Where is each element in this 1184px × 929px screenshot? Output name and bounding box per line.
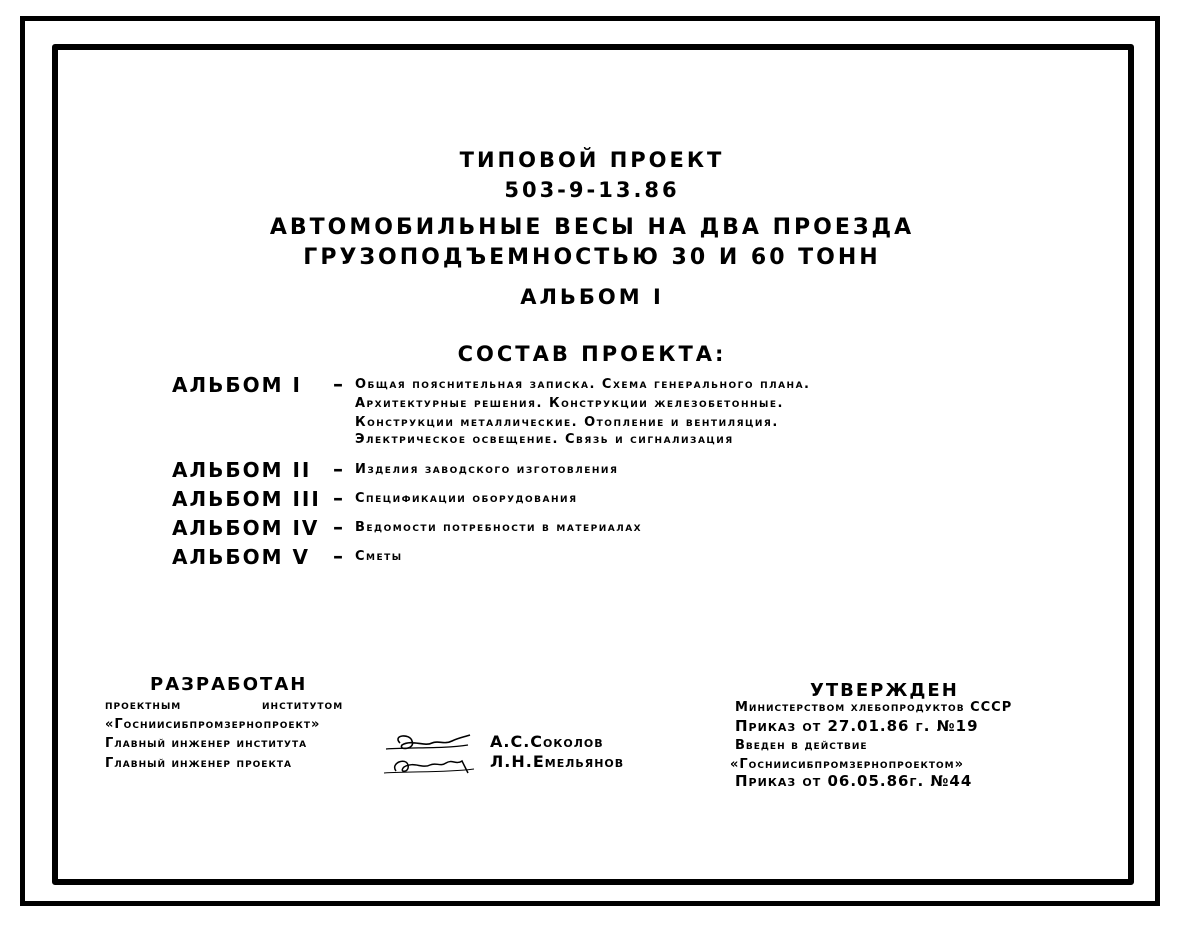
album-dash: – bbox=[333, 372, 343, 396]
album-title: АЛЬБОМ I bbox=[520, 285, 664, 309]
chief-engineer-project-name: Л.Н.Емельянов bbox=[490, 752, 625, 771]
album-dash: – bbox=[333, 515, 343, 539]
album-description: Спецификации оборудования bbox=[355, 491, 578, 506]
composition-heading: СОСТАВ ПРОЕКТА: bbox=[457, 342, 727, 366]
album-dash: – bbox=[333, 544, 343, 568]
album-label: АЛЬБОМ IV bbox=[172, 516, 320, 540]
album-description: Конструкции металлические. Отопление и вентиляция. bbox=[355, 415, 779, 430]
signatures bbox=[382, 727, 482, 779]
project-name-line1: АВТОМОБИЛЬНЫЕ ВЕСЫ НА ДВА ПРОЕЗДА bbox=[269, 215, 915, 240]
chief-engineer-project-role: Главный инженер проекта bbox=[105, 756, 292, 771]
album-description: Сметы bbox=[355, 549, 403, 564]
effective-order: Приказ от 06.05.86г. №44 bbox=[735, 772, 973, 790]
album-description: Электрическое освещение. Связь и сигнализация bbox=[355, 432, 734, 447]
album-description: Изделия заводского изготовления bbox=[355, 462, 619, 477]
album-label: АЛЬБОМ II bbox=[172, 458, 312, 482]
album-label: АЛЬБОМ I bbox=[172, 373, 302, 397]
album-label: АЛЬБОМ V bbox=[172, 545, 310, 569]
album-dash: – bbox=[333, 486, 343, 510]
effective-institute: «Госниисибпромзернопроектом» bbox=[730, 757, 965, 772]
approved-ministry: Министерством хлебопродуктов СССР bbox=[735, 700, 1013, 715]
album-description: Общая пояснительная записка. Схема генерального плана. bbox=[355, 377, 811, 392]
approved-heading: УТВЕРЖДЕН bbox=[810, 680, 959, 701]
effective-label: Введен в действие bbox=[735, 738, 868, 753]
album-dash: – bbox=[333, 457, 343, 481]
album-description: Ведомости потребности в материалах bbox=[355, 520, 643, 535]
album-label: АЛЬБОМ III bbox=[172, 487, 321, 511]
approval-order: Приказ от 27.01.86 г. №19 bbox=[735, 717, 979, 735]
developed-line-left: проектным bbox=[105, 698, 182, 713]
project-name-line2: ГРУЗОПОДЪЕМНОСТЬЮ 30 И 60 ТОНН bbox=[303, 245, 881, 270]
project-type-title: ТИПОВОЙ ПРОЕКТ bbox=[459, 148, 725, 172]
institute-name: «Госниисибпромзернопроект» bbox=[105, 717, 321, 732]
album-description: Архитектурные решения. Конструкции железобетонные. bbox=[355, 396, 784, 411]
chief-engineer-institute-role: Главный инженер института bbox=[105, 736, 308, 751]
project-number: 503-9-13.86 bbox=[504, 178, 680, 202]
chief-engineer-institute-name: А.С.Соколов bbox=[490, 732, 604, 751]
developed-heading: РАЗРАБОТАН bbox=[150, 674, 308, 695]
developed-line-right: институтом bbox=[262, 698, 344, 713]
